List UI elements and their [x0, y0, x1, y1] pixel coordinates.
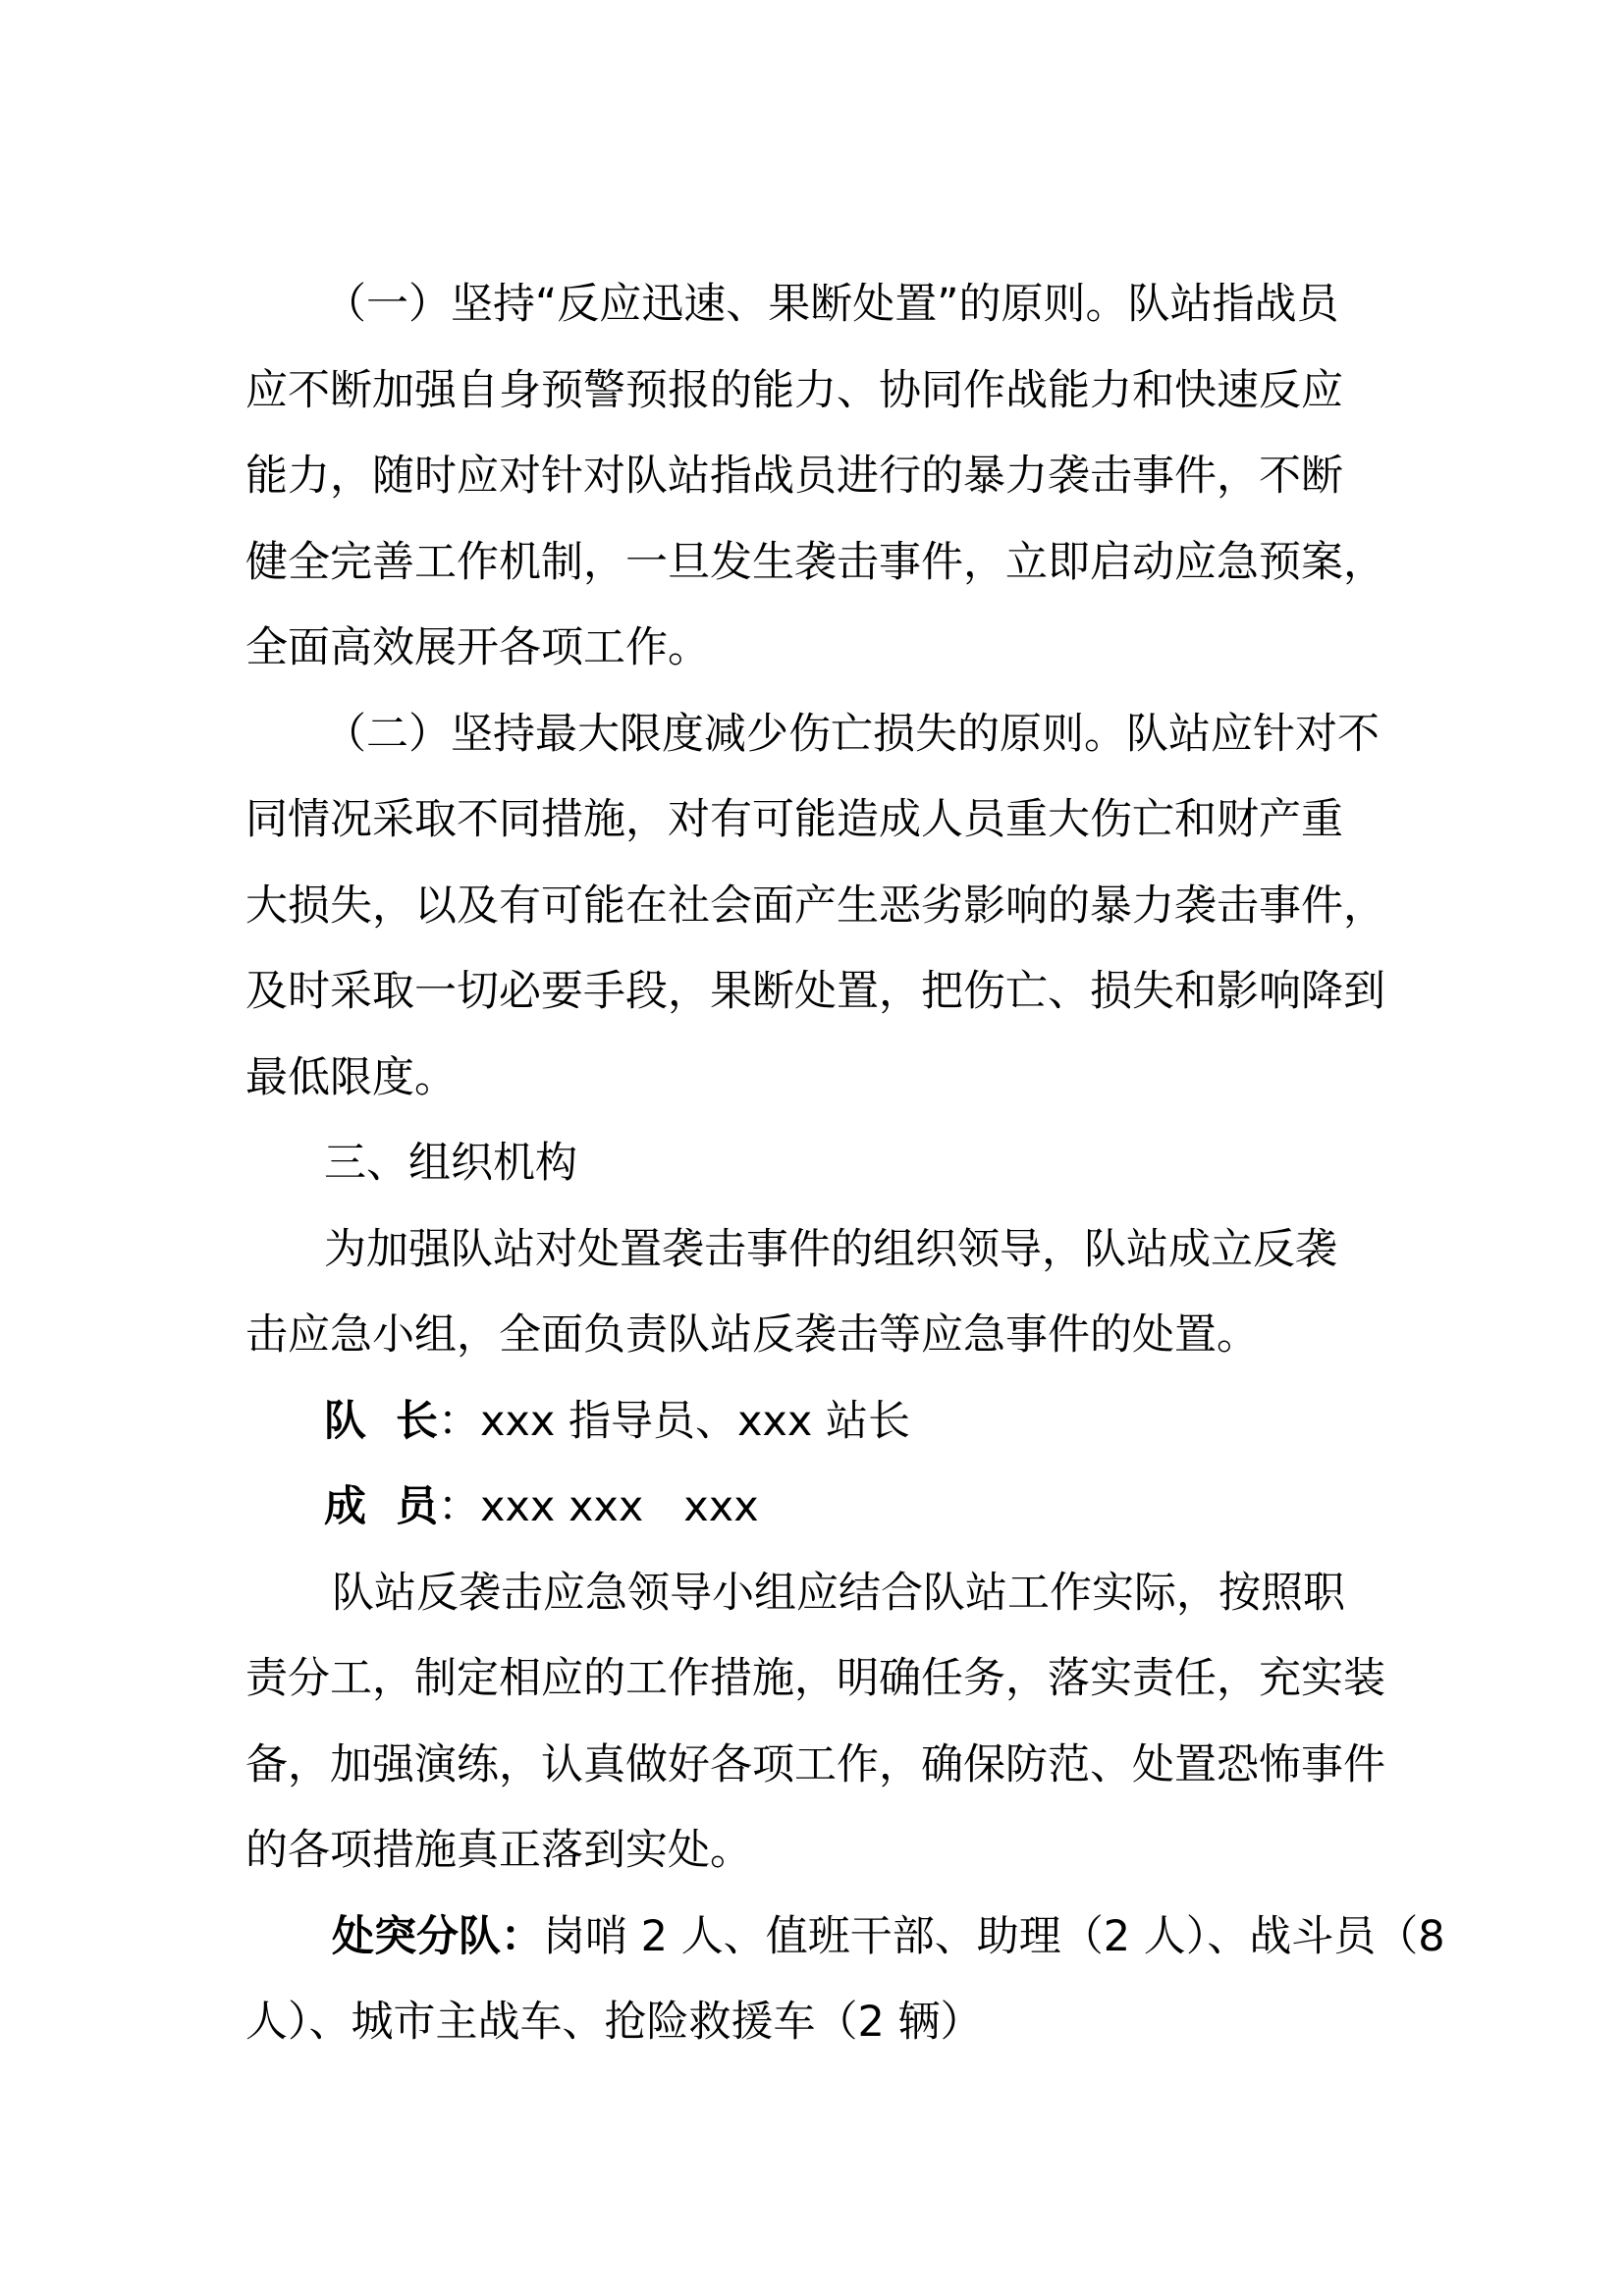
paragraph-1-line-5: 全面高效展开各项工作。 — [245, 623, 710, 672]
section-heading-organization: 三、组织机构 — [324, 1139, 577, 1188]
paragraph-1-line-1: （一）坚持“反应迅速、果断处置”的原则。队站指战员 — [324, 280, 1339, 329]
leader-line — [324, 1392, 1473, 1451]
paragraph-4-line-4: 的各项措施真正落到实处。 — [245, 1826, 752, 1875]
paragraph-3-line-2: 击应急小组，全面负责队站反袭击等应急事件的处置。 — [245, 1310, 1259, 1360]
paragraph-4-line-3: 备，加强演练，认真做好各项工作，确保防范、处置恐怖事件 — [245, 1740, 1385, 1789]
paragraph-4-line-1: 队站反袭击应急领导小组应结合队站工作实际，按照职 — [332, 1569, 1345, 1618]
squad-label: 处突分队： — [332, 1912, 543, 1961]
squad-line-2: 人）、城市主战车、抢险救援车（2 辆） — [245, 1998, 983, 2047]
paragraph-1-line-3: 能力，随时应对针对队站指战员进行的暴力袭击事件，不断 — [245, 452, 1343, 501]
paragraph-2-line-5: 最低限度。 — [245, 1053, 457, 1102]
paragraph-1-line-2: 应不断加强自身预警预报的能力、协同作战能力和快速反应 — [245, 366, 1343, 415]
paragraph-2-line-1: （二）坚持最大限度减少伤亡损失的原则。队站应针对不 — [324, 710, 1380, 759]
paragraph-4-line-2: 责分工，制定相应的工作措施，明确任务，落实责任，充实装 — [245, 1654, 1385, 1703]
member-value: ：xxx xxx xxx — [437, 1482, 759, 1531]
squad-value: 岗哨 2 人、值班干部、助理（2 人）、战斗员（8 — [543, 1912, 1445, 1961]
leader-label: 队 长 — [324, 1397, 438, 1446]
member-line — [324, 1477, 1473, 1536]
squad-line-1 — [332, 1907, 1481, 1966]
paragraph-2-line-3: 大损失，以及有可能在社会面产生恶劣影响的暴力袭击事件， — [245, 881, 1385, 931]
paragraph-1-line-4: 健全完善工作机制，一旦发生袭击事件，立即启动应急预案， — [245, 538, 1385, 587]
paragraph-2-line-4: 及时采取一切必要手段，果断处置，把伤亡、损失和影响降到 — [245, 967, 1385, 1016]
leader-value: ：xxx 指导员、xxx 站长 — [437, 1397, 910, 1446]
paragraph-3-line-1: 为加强队站对处置袭击事件的组织领导，队站成立反袭 — [324, 1225, 1337, 1274]
paragraph-2-line-2: 同情况采取不同措施，对有可能造成人员重大伤亡和财产重 — [245, 795, 1343, 844]
member-label: 成 员 — [324, 1482, 438, 1531]
